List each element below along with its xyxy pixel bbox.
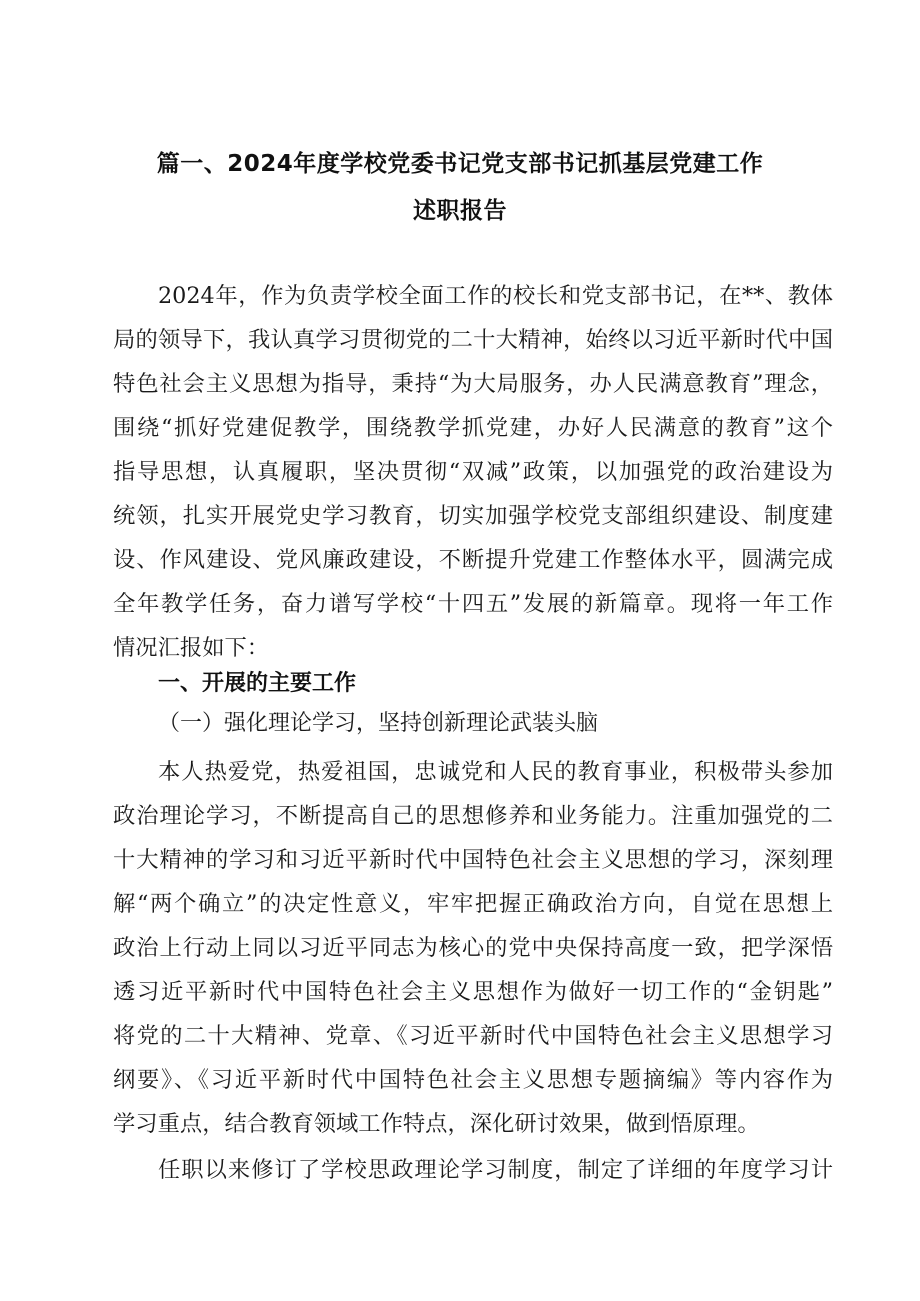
paragraph-3-line: 任职以来修订了学校思政理论学习制度，制定了详细的年度学习计 [158,1157,833,1183]
paragraph-1-line: 统领，扎实开展党史学习教育，切实加强学校党支部组织建设、制度建 [113,503,833,529]
paragraph-2-line: 透习近平新时代中国特色社会主义思想作为做好一切工作的“金钥匙” [113,979,833,1005]
paragraph-1-line: 局的领导下，我认真学习贯彻党的二十大精神，始终以习近平新时代中国 [113,327,833,353]
paragraph-1-line: 围绕“抓好党建促教学，围绕教学抓党建，办好人民满意的教育”这个 [113,415,833,441]
paragraph-1-line: 特色社会主义思想为指导，秉持“为大局服务，办人民满意教育”理念， [113,371,833,397]
paragraph-2-line: 将党的二十大精神、党章、《习近平新时代中国特色社会主义思想学习 [113,1023,833,1049]
paragraph-1-line: 2024年，作为负责学校全面工作的校长和党支部书记，在**、教体 [158,283,833,309]
paragraph-2-line: 纲要》、《习近平新时代中国特色社会主义思想专题摘编》等内容作为 [113,1067,833,1093]
paragraph-1-line: 情况汇报如下： [113,635,270,661]
paragraph-2-line: 政治理论学习，不断提高自己的思想修养和业务能力。注重加强党的二 [113,803,833,829]
document-title-line-1: 篇一、2024年度学校党委书记党支部书记抓基层党建工作 [156,151,764,177]
paragraph-2-line: 本人热爱党，热爱祖国，忠诚党和人民的教育事业，积极带头参加 [158,759,833,785]
paragraph-2-line: 政治上行动上同以习近平同志为核心的党中央保持高度一致，把学深悟 [113,935,833,961]
paragraph-2-line: 解“两个确立”的决定性意义，牢牢把握正确政治方向，自觉在思想上 [113,891,833,917]
paragraph-2-line: 十大精神的学习和习近平新时代中国特色社会主义思想的学习，深刻理 [113,847,833,873]
subsection-heading: （一）强化理论学习，坚持创新理论武装头脑 [158,711,599,736]
paragraph-2-line: 学习重点，结合教育领域工作特点，深化研讨效果，做到悟原理。 [113,1111,760,1137]
paragraph-1-line: 全年教学任务，奋力谱写学校“十四五”发展的新篇章。现将一年工作 [113,591,833,617]
paragraph-1-line: 指导思想，认真履职，坚决贯彻“双减”政策，以加强党的政治建设为 [113,459,833,485]
document-title-line-2: 述职报告 [413,198,507,224]
section-heading: 一、开展的主要工作 [158,671,357,696]
paragraph-1-line: 设、作风建设、党风廉政建设，不断提升党建工作整体水平，圆满完成 [113,547,833,573]
